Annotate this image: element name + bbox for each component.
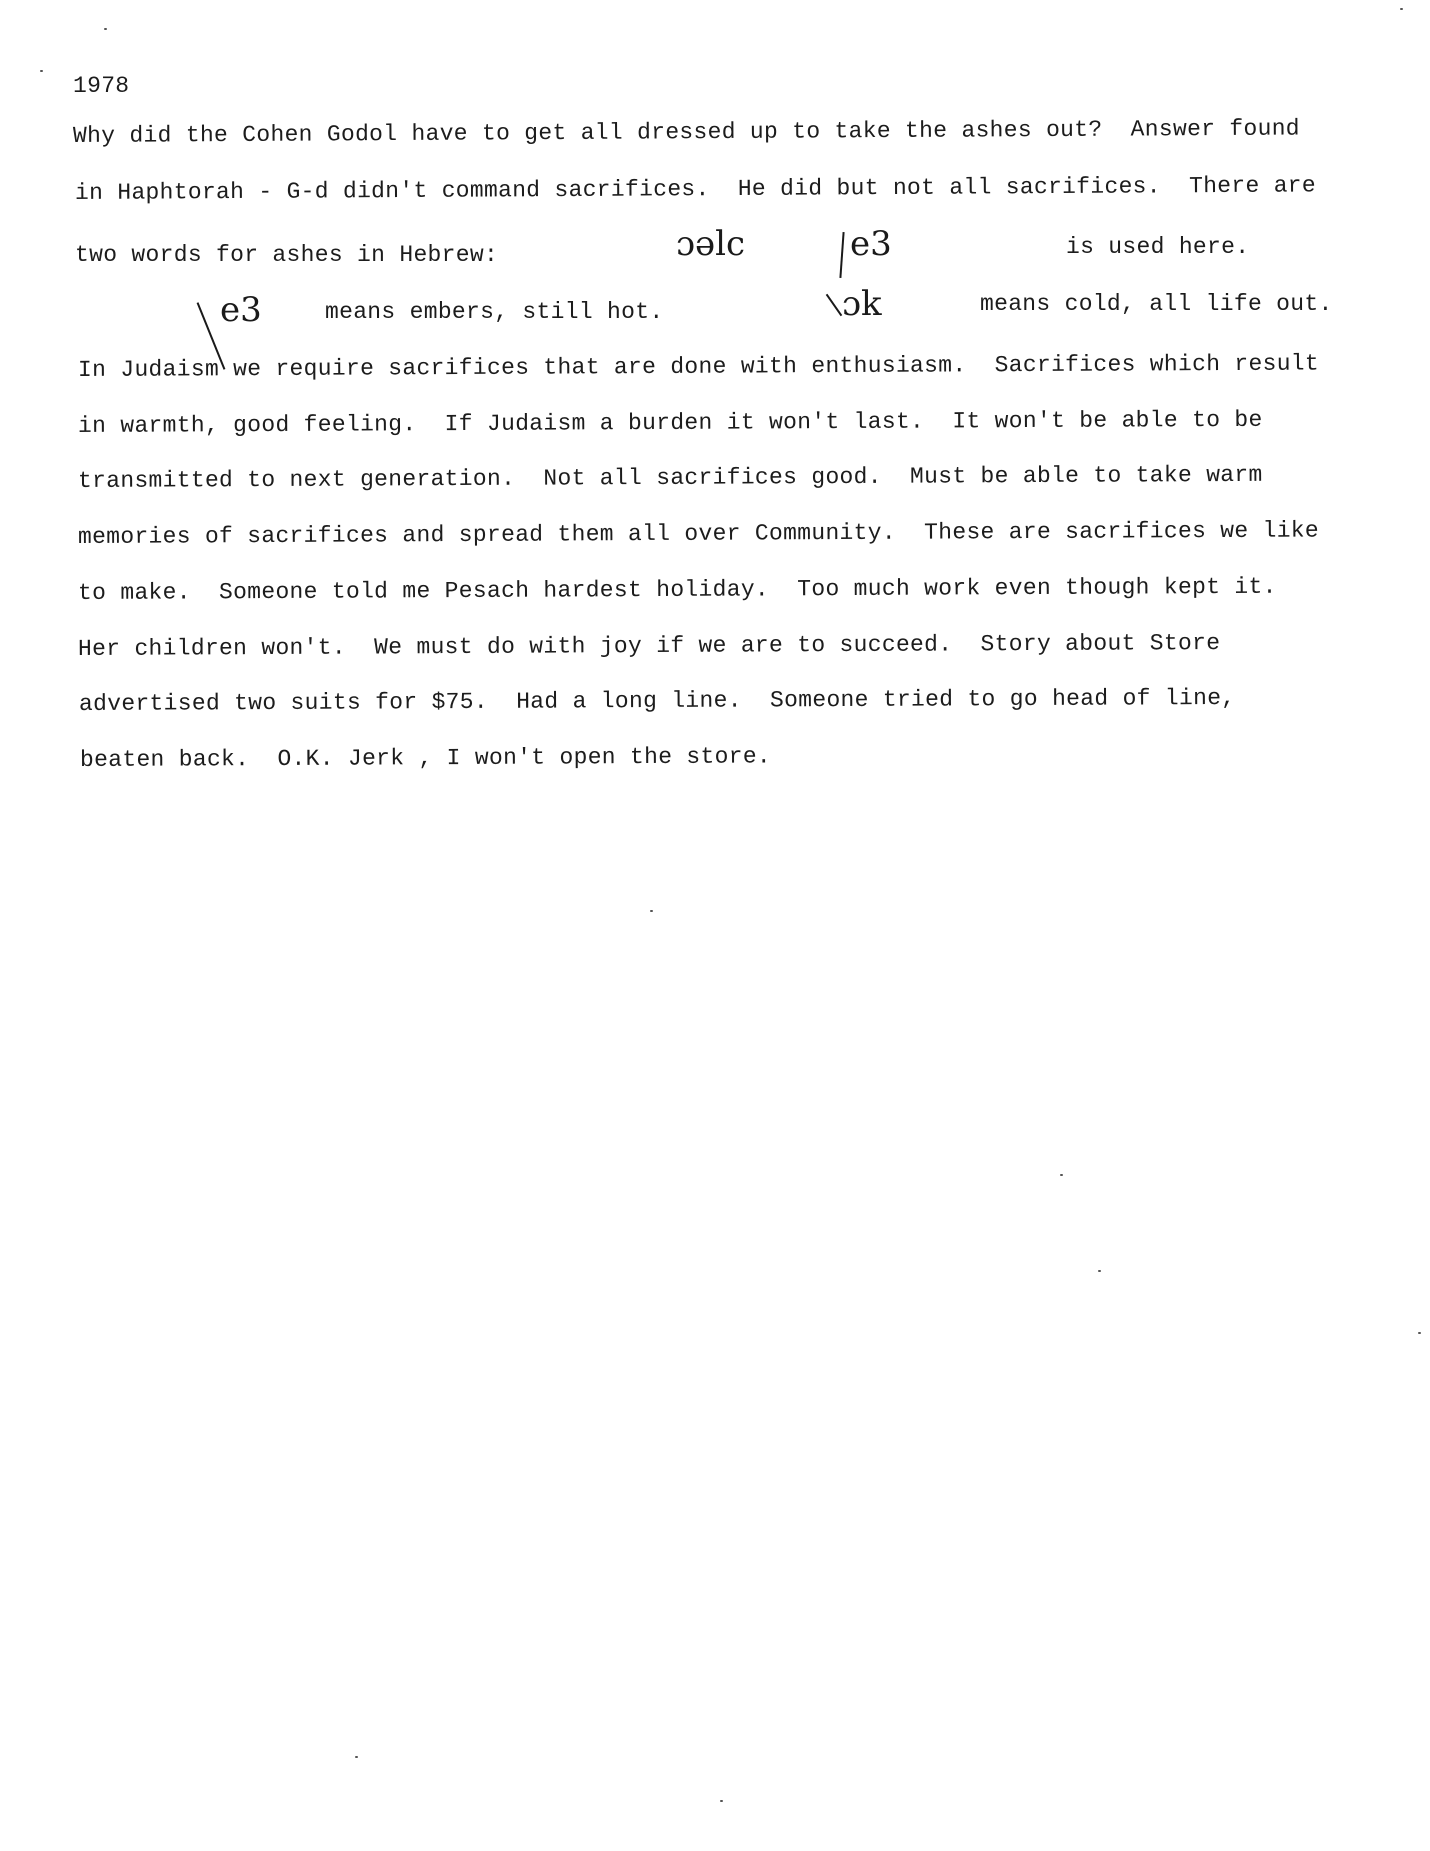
scan-speck xyxy=(1060,1174,1063,1176)
text-line-10: Her children won't. We must do with joy if we are to succeed. Story about Store xyxy=(77,630,1221,662)
handwritten-hebrew-word: ɔk xyxy=(842,284,882,324)
text-line-12: beaten back. O.K. Jerk , I won't open the store. xyxy=(79,743,772,773)
handwritten-hebrew-word: ɔəlc xyxy=(676,224,746,264)
handwritten-stroke xyxy=(826,294,843,316)
text-line-9: to make. Someone told me Pesach hardest holiday. Too much work even though kept it. xyxy=(77,573,1277,606)
scan-speck xyxy=(720,1800,723,1802)
scan-speck xyxy=(104,28,107,30)
scan-speck xyxy=(1418,1332,1421,1334)
text-line-4-right: means cold, all life out. xyxy=(980,291,1333,317)
handwritten-hebrew-word: e3 xyxy=(850,224,892,264)
text-line-2: in Haphtorah - G-d didn't command sacrifices. He did but not all sacrifices. There are xyxy=(74,172,1317,206)
text-line-6: in warmth, good feeling. If Judaism a burden it won't last. It won't be able to be xyxy=(77,406,1263,439)
text-line-7: transmitted to next generation. Not all sacrifices good. Must be able to take warm xyxy=(77,461,1263,494)
text-line-3: two words for ashes in Hebrew: xyxy=(75,242,499,268)
scan-speck xyxy=(1400,8,1403,10)
text-line-4-left: means embers, still hot. xyxy=(325,299,664,325)
text-line-1: Why did the Cohen Godol have to get all dressed up to take the ashes out? Answer found xyxy=(72,115,1300,149)
scan-speck xyxy=(1098,1270,1101,1272)
scan-speck xyxy=(355,1756,358,1758)
scan-speck xyxy=(650,910,653,912)
text-line-5: In Judaism we require sacrifices that are done with enthusiasm. Sacrifices which result xyxy=(77,350,1320,383)
year-heading: 1978 xyxy=(73,73,130,99)
handwritten-stroke xyxy=(839,232,844,278)
handwritten-hebrew-word: e3 xyxy=(220,290,262,330)
text-line-11: advertised two suits for $75. Had a long line. Someone tried to go head of line, xyxy=(78,684,1236,717)
text-line-3-end: is used here. xyxy=(1066,234,1250,260)
text-line-8: memories of sacrifices and spread them all over Community. These are sacrifices we like xyxy=(77,517,1320,550)
scan-speck xyxy=(40,70,43,72)
